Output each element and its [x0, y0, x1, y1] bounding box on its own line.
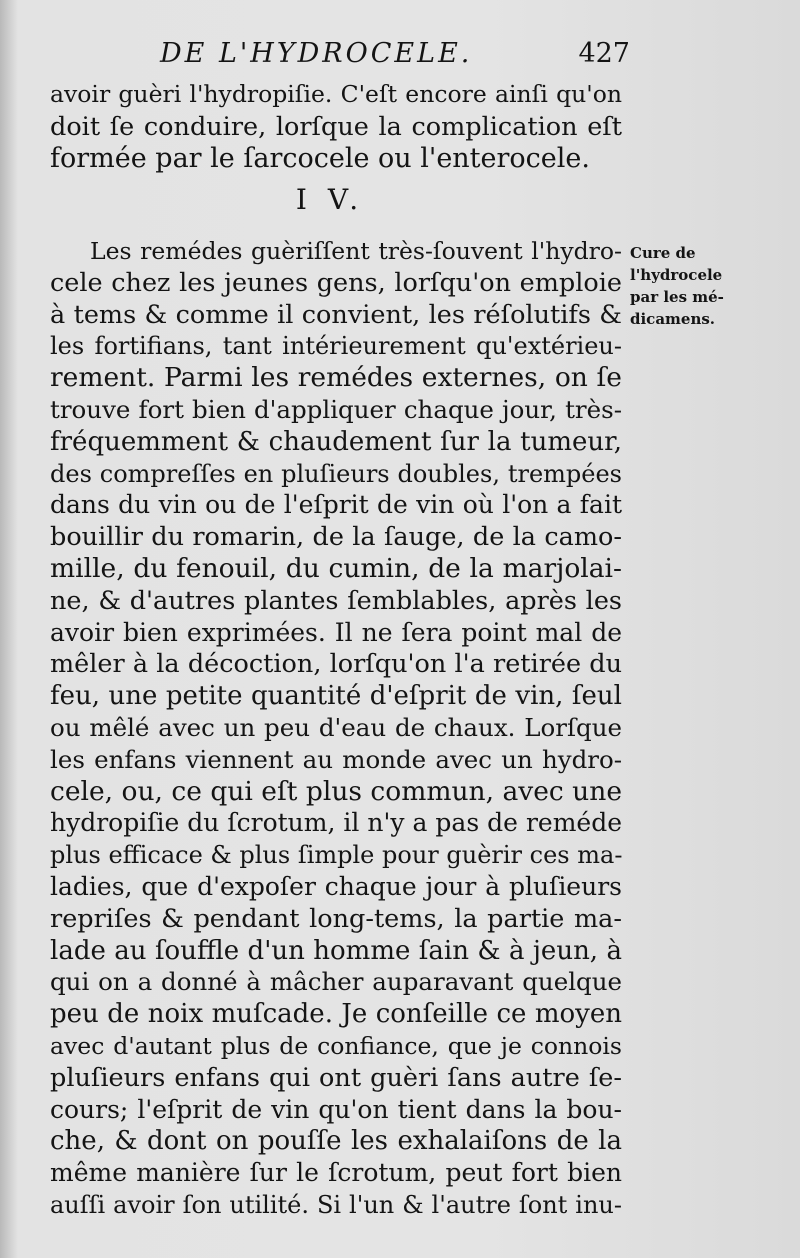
- text-line: à tems & comme il convient, les réſolutifs &: [50, 299, 622, 330]
- running-head-title: DE L'HYDROCELE.: [160, 38, 473, 69]
- text-line: cele, ou, ce qui eſt plus commun, avec une: [50, 775, 622, 807]
- text-line: qui on a donné à mâcher auparavant quelque: [50, 967, 622, 997]
- text-line: des compreſſes en pluſieurs doubles, trempées: [50, 459, 622, 488]
- text-line: avoir bien exprimées. Il ne ſera point mal de: [50, 617, 622, 647]
- text-line: avec d'autant plus de confiance, que je connois: [50, 1032, 622, 1060]
- text-line: fréquemment & chaudement ſur la tumeur,: [50, 426, 622, 457]
- text-line: cours; l'eſprit de vin qu'on tient dans la bou-: [50, 1094, 622, 1124]
- text-line: même manière ſur le ſcrotum, peut fort bien: [50, 1158, 622, 1188]
- margin-note-line: Cure de: [630, 244, 696, 262]
- text-line: che, & dont on pouſſe les exhalaiſons de la: [50, 1126, 622, 1157]
- text-line: mille, du fenouil, du cumin, de la marjolai-: [50, 553, 622, 584]
- margin-note: [630, 242, 750, 330]
- text-line: repriſes & pendant long-tems, la partie ma-: [50, 903, 622, 934]
- text-line: ne, & d'autres plantes ſemblables, après les: [50, 585, 622, 616]
- text-line: avoir guèri l'hydropiſie. C'eſt encore ainſi qu'on: [50, 80, 622, 108]
- text-line: formée par le ſarcocele ou l'enterocele.: [50, 143, 590, 174]
- text-line: rement. Parmi les remédes externes, on ſe: [50, 362, 622, 394]
- text-line: auſſi avoir ſon utilité. Si l'un & l'autre ſont inu-: [50, 1191, 622, 1219]
- text-line: les enfans viennent au monde avec un hydro-: [50, 744, 622, 774]
- text-line: les fortifians, tant intérieurement qu'extérieu-: [50, 332, 622, 361]
- text-line: ou mêlé avec un peu d'eau de chaux. Lorſque: [50, 713, 622, 742]
- text-line: feu, une petite quantité d'eſprit de vin, ſeul: [50, 681, 622, 712]
- text-line: plus efficace & plus ſimple pour guèrir ces ma-: [50, 841, 623, 870]
- text-line: dans du vin ou de l'eſprit de vin où l'on a fait: [50, 490, 622, 520]
- margin-note-line: dicamens.: [630, 310, 716, 328]
- text-line: trouve fort bien d'appliquer chaque jour, très-: [50, 395, 622, 424]
- text-line: bouillir du romarin, de la ſauge, de la camo-: [50, 522, 622, 553]
- text-line: cele chez les jeunes gens, lorſqu'on emploie: [50, 267, 622, 298]
- text-line: Les remédes guèriſſent très-ſouvent l'hydro-: [90, 237, 622, 265]
- text-line: peu de noix muſcade. Je conſeille ce moyen: [50, 999, 622, 1030]
- text-line: mêler à la décoction, lorſqu'on l'a retirée du: [50, 649, 622, 680]
- margin-note-line: l'hydrocele: [630, 266, 723, 284]
- margin-note-line: par les mé-: [630, 288, 724, 306]
- page-number: 427: [578, 38, 630, 69]
- text-line: pluſieurs enfans qui ont guèri ſans autre ſe-: [50, 1062, 622, 1093]
- text-line: lade au ſouffle d'un homme ſain & à jeun, à: [50, 935, 622, 966]
- section-heading: I V.: [295, 183, 365, 216]
- running-head: [160, 38, 630, 74]
- text-line: ladies, que d'expoſer chaque jour à pluſieurs: [50, 872, 622, 901]
- text-line: doit ſe conduire, lorſque la complication eſt: [50, 111, 622, 142]
- text-line: hydropiſie du ſcrotum, il n'y a pas de reméde: [50, 808, 622, 838]
